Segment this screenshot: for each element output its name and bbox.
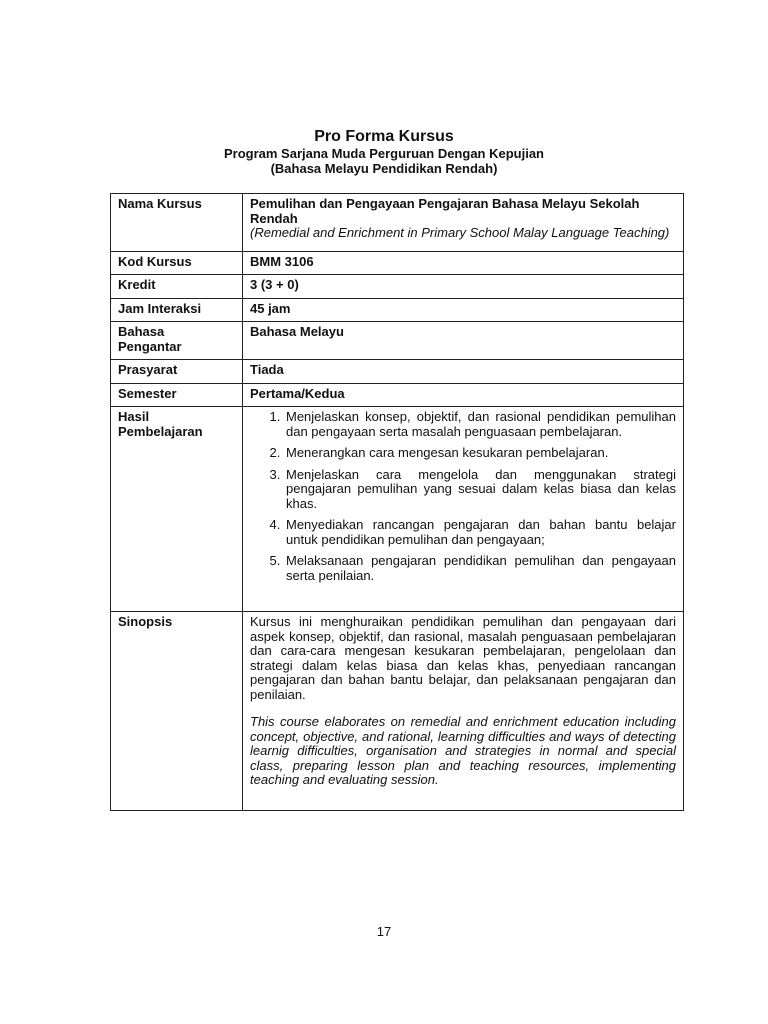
row-hasil-pembelajaran bbox=[111, 407, 684, 612]
row-nama-kursus bbox=[111, 194, 684, 252]
label-nama-kursus: Nama Kursus bbox=[111, 194, 243, 252]
synopsis-malay: Kursus ini menghuraikan pendidikan pemulihan dan pengayaan dari aspek konsep, objektif, dan rasional, masalah penguasaan pembelajaran dan cara-cara mengesan kesukaran pembelajaran, pengelolaan dan strategi dalam kelas biasa dan kelas khas, penyediaan rancangan pengajaran dan bahan bantu belajar, dan pelaksanaan pengajaran dan penilaian. bbox=[250, 614, 676, 702]
document-title: Pro Forma Kursus bbox=[314, 128, 454, 145]
document-header bbox=[0, 128, 768, 176]
row-jam-interaksi bbox=[111, 298, 684, 322]
label-kod-kursus: Kod Kursus bbox=[111, 251, 243, 275]
value-jam-interaksi: 45 jam bbox=[243, 298, 684, 322]
program-specialisation: (Bahasa Melayu Pendidikan Rendah) bbox=[270, 161, 498, 176]
value-bahasa-pengantar: Bahasa Melayu bbox=[243, 322, 684, 360]
row-sinopsis bbox=[111, 612, 684, 811]
label-hasil-pembelajaran bbox=[111, 407, 243, 612]
value-sinopsis bbox=[243, 612, 684, 811]
learning-outcome-item: 5. Melaksanaan pengajaran pendidikan pemulihan dan pengayaan serta penilaian. bbox=[284, 554, 676, 583]
learning-outcome-item: 1. Menjelaskan konsep, objektif, dan rasional pendidikan pemulihan dan pengayaan serta masalah penguasaan pembelajaran. bbox=[284, 410, 676, 439]
label-sinopsis: Sinopsis bbox=[111, 612, 243, 811]
learning-outcome-item: 3. Menjelaskan cara mengelola dan menggunakan strategi pengajaran pemulihan yang sesuai dalam kelas biasa dan kelas khas. bbox=[284, 468, 676, 512]
learning-outcome-item: 2. Menerangkan cara mengesan kesukaran pembelajaran. bbox=[284, 446, 676, 461]
label-kredit: Kredit bbox=[111, 275, 243, 299]
learning-outcome-item: 4. Menyediakan rancangan pengajaran dan bahan bantu belajar untuk pendidikan pemulihan dan pengayaan; bbox=[284, 518, 676, 547]
label-bahasa-pengantar-line1: Bahasa bbox=[118, 324, 165, 339]
label-hasil-pembelajaran-line2: Pembelajaran bbox=[118, 423, 203, 439]
row-kredit bbox=[111, 275, 684, 299]
row-semester bbox=[111, 383, 684, 407]
label-semester: Semester bbox=[111, 383, 243, 407]
row-prasyarat bbox=[111, 360, 684, 384]
course-proforma-table bbox=[110, 193, 684, 811]
synopsis-english: This course elaborates on remedial and enrichment education including concept, objective, and rational, learning difficulties and ways of detecting learnig difficulties, organisation and strategies in normal and special class, preparing lesson plan and teaching resources, implementing teaching and evaluating session. bbox=[250, 714, 676, 787]
label-jam-interaksi: Jam Interaksi bbox=[111, 298, 243, 322]
label-hasil-pembelajaran-line1: Hasil bbox=[118, 409, 150, 424]
value-nama-kursus bbox=[243, 194, 684, 252]
row-kod-kursus bbox=[111, 251, 684, 275]
label-bahasa-pengantar bbox=[111, 322, 243, 360]
row-bahasa-pengantar bbox=[111, 322, 684, 360]
page-number: 17 bbox=[376, 924, 392, 939]
label-bahasa-pengantar-line2: Pengantar bbox=[118, 338, 182, 354]
label-prasyarat: Prasyarat bbox=[111, 360, 243, 384]
value-kredit: 3 (3 + 0) bbox=[243, 275, 684, 299]
course-name-english: (Remedial and Enrichment in Primary School Malay Language Teaching) bbox=[250, 225, 670, 240]
course-name-malay: Pemulihan dan Pengayaan Pengajaran Bahasa Melayu Sekolah Rendah bbox=[250, 196, 640, 226]
learning-outcomes-list bbox=[250, 410, 676, 583]
value-semester: Pertama/Kedua bbox=[243, 383, 684, 407]
value-prasyarat: Tiada bbox=[243, 360, 684, 384]
value-kod-kursus: BMM 3106 bbox=[243, 251, 684, 275]
value-hasil-pembelajaran bbox=[243, 407, 684, 612]
program-name: Program Sarjana Muda Perguruan Dengan Kepujian bbox=[223, 146, 544, 161]
